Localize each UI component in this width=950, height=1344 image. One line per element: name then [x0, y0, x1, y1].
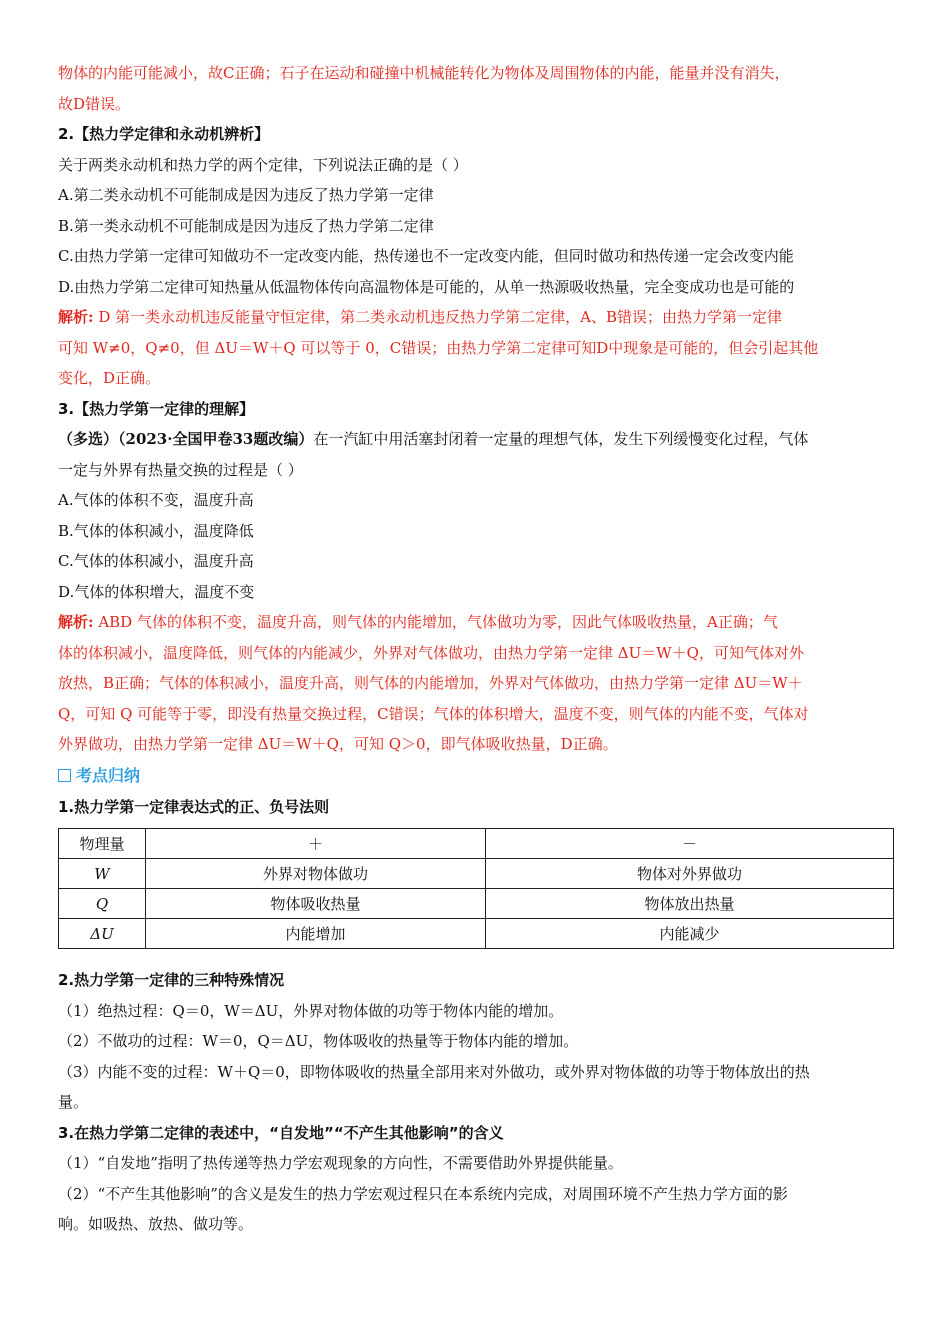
q3-option-b: B.气体的体积减小，温度降低	[58, 521, 254, 540]
q3-analysis-line-3: 放热，B正确；气体的体积减小，温度升高，则气体的内能增加，外界对气体做功，由热力学第一定律 ΔU＝W＋	[58, 674, 803, 692]
q3-analysis-line-1	[58, 607, 894, 638]
table-cell: 内能减少	[486, 919, 894, 949]
summary-section-title	[58, 760, 894, 792]
q3-option-a: A.气体的体积不变，温度升高	[58, 491, 254, 509]
q2-option-c: C.由热力学第一定律可知做功不一定改变内能，热传递也不一定改变内能，但同时做功和热传递一定会改变内能	[58, 247, 794, 265]
q3-stem-line-1	[58, 424, 894, 455]
summary-item2-line-3: （3）内能不变的过程：W＋Q＝0，即物体吸收的热量全部用来对外做功，或外界对物体做的功等于物体放出的热	[58, 1062, 810, 1081]
summary-item3-line-1: （1）“自发地”指明了热传递等热力学宏观现象的方向性，不需要借助外界提供能量。	[58, 1154, 623, 1172]
summary-item2-heading: 2.热力学第一定律的三种特殊情况	[58, 971, 285, 989]
q3-option-d: D.气体的体积增大，温度不变	[58, 582, 255, 601]
table-cell: ΔU	[59, 919, 146, 949]
q2-analysis-line-2: 可知 W≠0，Q≠0，但 ΔU＝W＋Q 可以等于 0，C错误；由热力学第二定律可知D中现象是可能的，但会引起其他	[58, 338, 819, 357]
q3-stem-text-1: 在一汽缸中用活塞封闭着一定量的理想气体，发生下列缓慢变化过程，气体	[313, 430, 809, 448]
summary-item2-line-1: （1）绝热过程：Q＝0，W＝ΔU，外界对物体做的功等于物体内能的增加。	[58, 1001, 564, 1020]
table-header-cell: ＋	[146, 829, 486, 859]
table-cell: W	[59, 859, 146, 889]
q2-analysis-line-3: 变化，D正确。	[58, 369, 161, 387]
q2-option-a: A.第二类永动机不可能制成是因为违反了热力学第一定律	[58, 186, 434, 204]
q2-analysis-line-1	[58, 302, 894, 333]
summary-item1-heading: 1.热力学第一定律表达式的正、负号法则	[58, 797, 330, 816]
q2-analysis-label: 解析:	[58, 308, 94, 326]
prev-analysis-line-2: 故D错误。	[58, 94, 131, 113]
table-cell: Q	[59, 889, 146, 919]
summary-item3-line-2: （2）“不产生其他影响”的含义是发生的热力学宏观过程只在本系统内完成，对周围环境不产生热力学方面的影	[58, 1184, 788, 1203]
table-cell: 物体对外界做功	[486, 859, 894, 889]
table-row	[59, 889, 894, 919]
table-cell: 物体吸收热量	[146, 889, 486, 919]
table-header-cell: 物理量	[59, 829, 146, 859]
prev-analysis-line-1: 物体的内能可能减小，故C正确；石子在运动和碰撞中机械能转化为物体及周围物体的内能，能量并没有消失，	[58, 64, 790, 82]
q3-analysis-line-4: Q，可知 Q 可能等于零，即没有热量交换过程，C错误；气体的体积增大，温度不变，则气体的内能不变，气体对	[58, 704, 809, 723]
table-header-cell: －	[486, 829, 894, 859]
q3-analysis-line-2: 体的体积减小，温度降低，则气体的内能减少，外界对气体做功，由热力学第一定律 ΔU＝W＋Q，可知气体对外	[58, 643, 804, 662]
q2-heading: 2.【热力学定律和永动机辨析】	[58, 125, 270, 143]
document-page	[58, 58, 894, 1240]
summary-item2-line-2: （2）不做功的过程：W＝0，Q＝ΔU，物体吸收的热量等于物体内能的增加。	[58, 1032, 579, 1050]
checkbox-square-icon	[58, 769, 71, 782]
q2-option-d: D.由热力学第二定律可知热量从低温物体传向高温物体是可能的，从单一热源吸收热量，完全变成功也是可能的	[58, 277, 795, 296]
q3-option-c: C.气体的体积减小，温度升高	[58, 552, 254, 570]
q3-analysis-label: 解析:	[58, 613, 94, 631]
table-cell: 外界对物体做功	[146, 859, 486, 889]
q3-heading: 3.【热力学第一定律的理解】	[58, 399, 255, 418]
q3-analysis-line-5: 外界做功，由热力学第一定律 ΔU＝W＋Q，可知 Q＞0，即气体吸收热量，D正确。	[58, 735, 618, 753]
table-cell: 内能增加	[146, 919, 486, 949]
table-cell: 物体放出热量	[486, 889, 894, 919]
q3-source-tag: （多选）（2023·全国甲卷33题改编）	[58, 430, 314, 448]
q2-analysis-text-1: D 第一类永动机违反能量守恒定律，第二类永动机违反热力学第二定律，A、B错误；由热力学第一定律	[98, 308, 782, 326]
q3-analysis-text-1: ABD 气体的体积不变，温度升高，则气体的内能增加，气体做功为零，因此气体吸收热量，A正确；气	[98, 613, 778, 631]
summary-title-text: 考点归纳	[76, 765, 141, 785]
table-row	[59, 859, 894, 889]
q2-option-b: B.第一类永动机不可能制成是因为违反了热力学第二定律	[58, 216, 434, 235]
table-row	[59, 919, 894, 949]
sign-rules-table	[58, 828, 894, 949]
summary-item3-heading: 3.在热力学第二定律的表述中，“自发地”“不产生其他影响”的含义	[58, 1123, 504, 1142]
table-header-row	[59, 829, 894, 859]
summary-item3-line-3: 响。如吸热、放热、做功等。	[58, 1215, 254, 1233]
summary-item2-line-4: 量。	[58, 1093, 89, 1111]
q3-stem-line-2: 一定与外界有热量交换的过程是（ ）	[58, 460, 303, 479]
q2-stem: 关于两类永动机和热力学的两个定律，下列说法正确的是（ ）	[58, 155, 468, 174]
